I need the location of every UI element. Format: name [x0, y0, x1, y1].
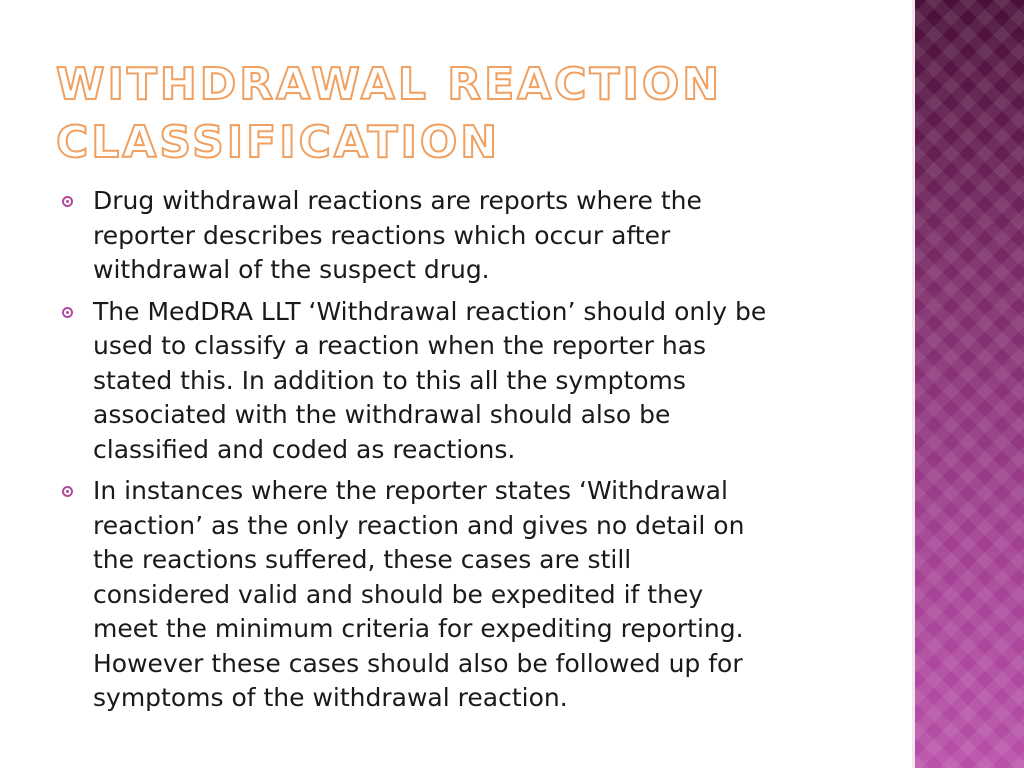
circle-bullet-icon [62, 196, 73, 207]
bullet-line: meet the minimum criteria for expediting reporting. [93, 614, 744, 643]
bullet-line: Drug withdrawal reactions are reports where the [93, 186, 702, 215]
bullet-line: However these cases should also be followed up for [93, 648, 743, 678]
side-band-divider [912, 0, 915, 768]
decorative-side-band [912, 0, 1024, 768]
bullet-line: The MedDRA LLT ‘Withdrawal reaction’ should only be [93, 296, 767, 326]
bullet-line: reaction’ as the only reaction and gives no detail on [93, 510, 745, 540]
bullet-line: classified and coded as reactions. [93, 434, 516, 464]
bullet-line: the reactions suffered, these cases are still [93, 545, 632, 574]
bullet-line: associated with the withdrawal should also be [93, 400, 671, 429]
title-line: CLASSIFICATION [56, 117, 501, 168]
bullet-line: withdrawal of the suspect drug. [93, 255, 490, 284]
bullet-line: considered valid and should be expedited if they [93, 579, 704, 609]
bullet-line: used to classify a reaction when the reporter has [93, 331, 707, 360]
circle-bullet-icon [62, 486, 73, 497]
bullet-item [62, 474, 862, 716]
bullet-item [62, 295, 862, 468]
bullet-line: In instances where the reporter states ‘Withdrawal [93, 476, 728, 505]
bullet-line: stated this. In addition to this all the symptoms [93, 365, 686, 395]
bullet-line: reporter describes reactions which occur after [93, 220, 671, 250]
circle-bullet-icon [62, 307, 73, 318]
bullet-line: symptoms of the withdrawal reaction. [93, 683, 568, 712]
title-line: WITHDRAWAL REACTION [56, 59, 723, 110]
bullet-item [62, 184, 862, 288]
bullet-list [62, 184, 862, 723]
slide-title [56, 56, 876, 172]
